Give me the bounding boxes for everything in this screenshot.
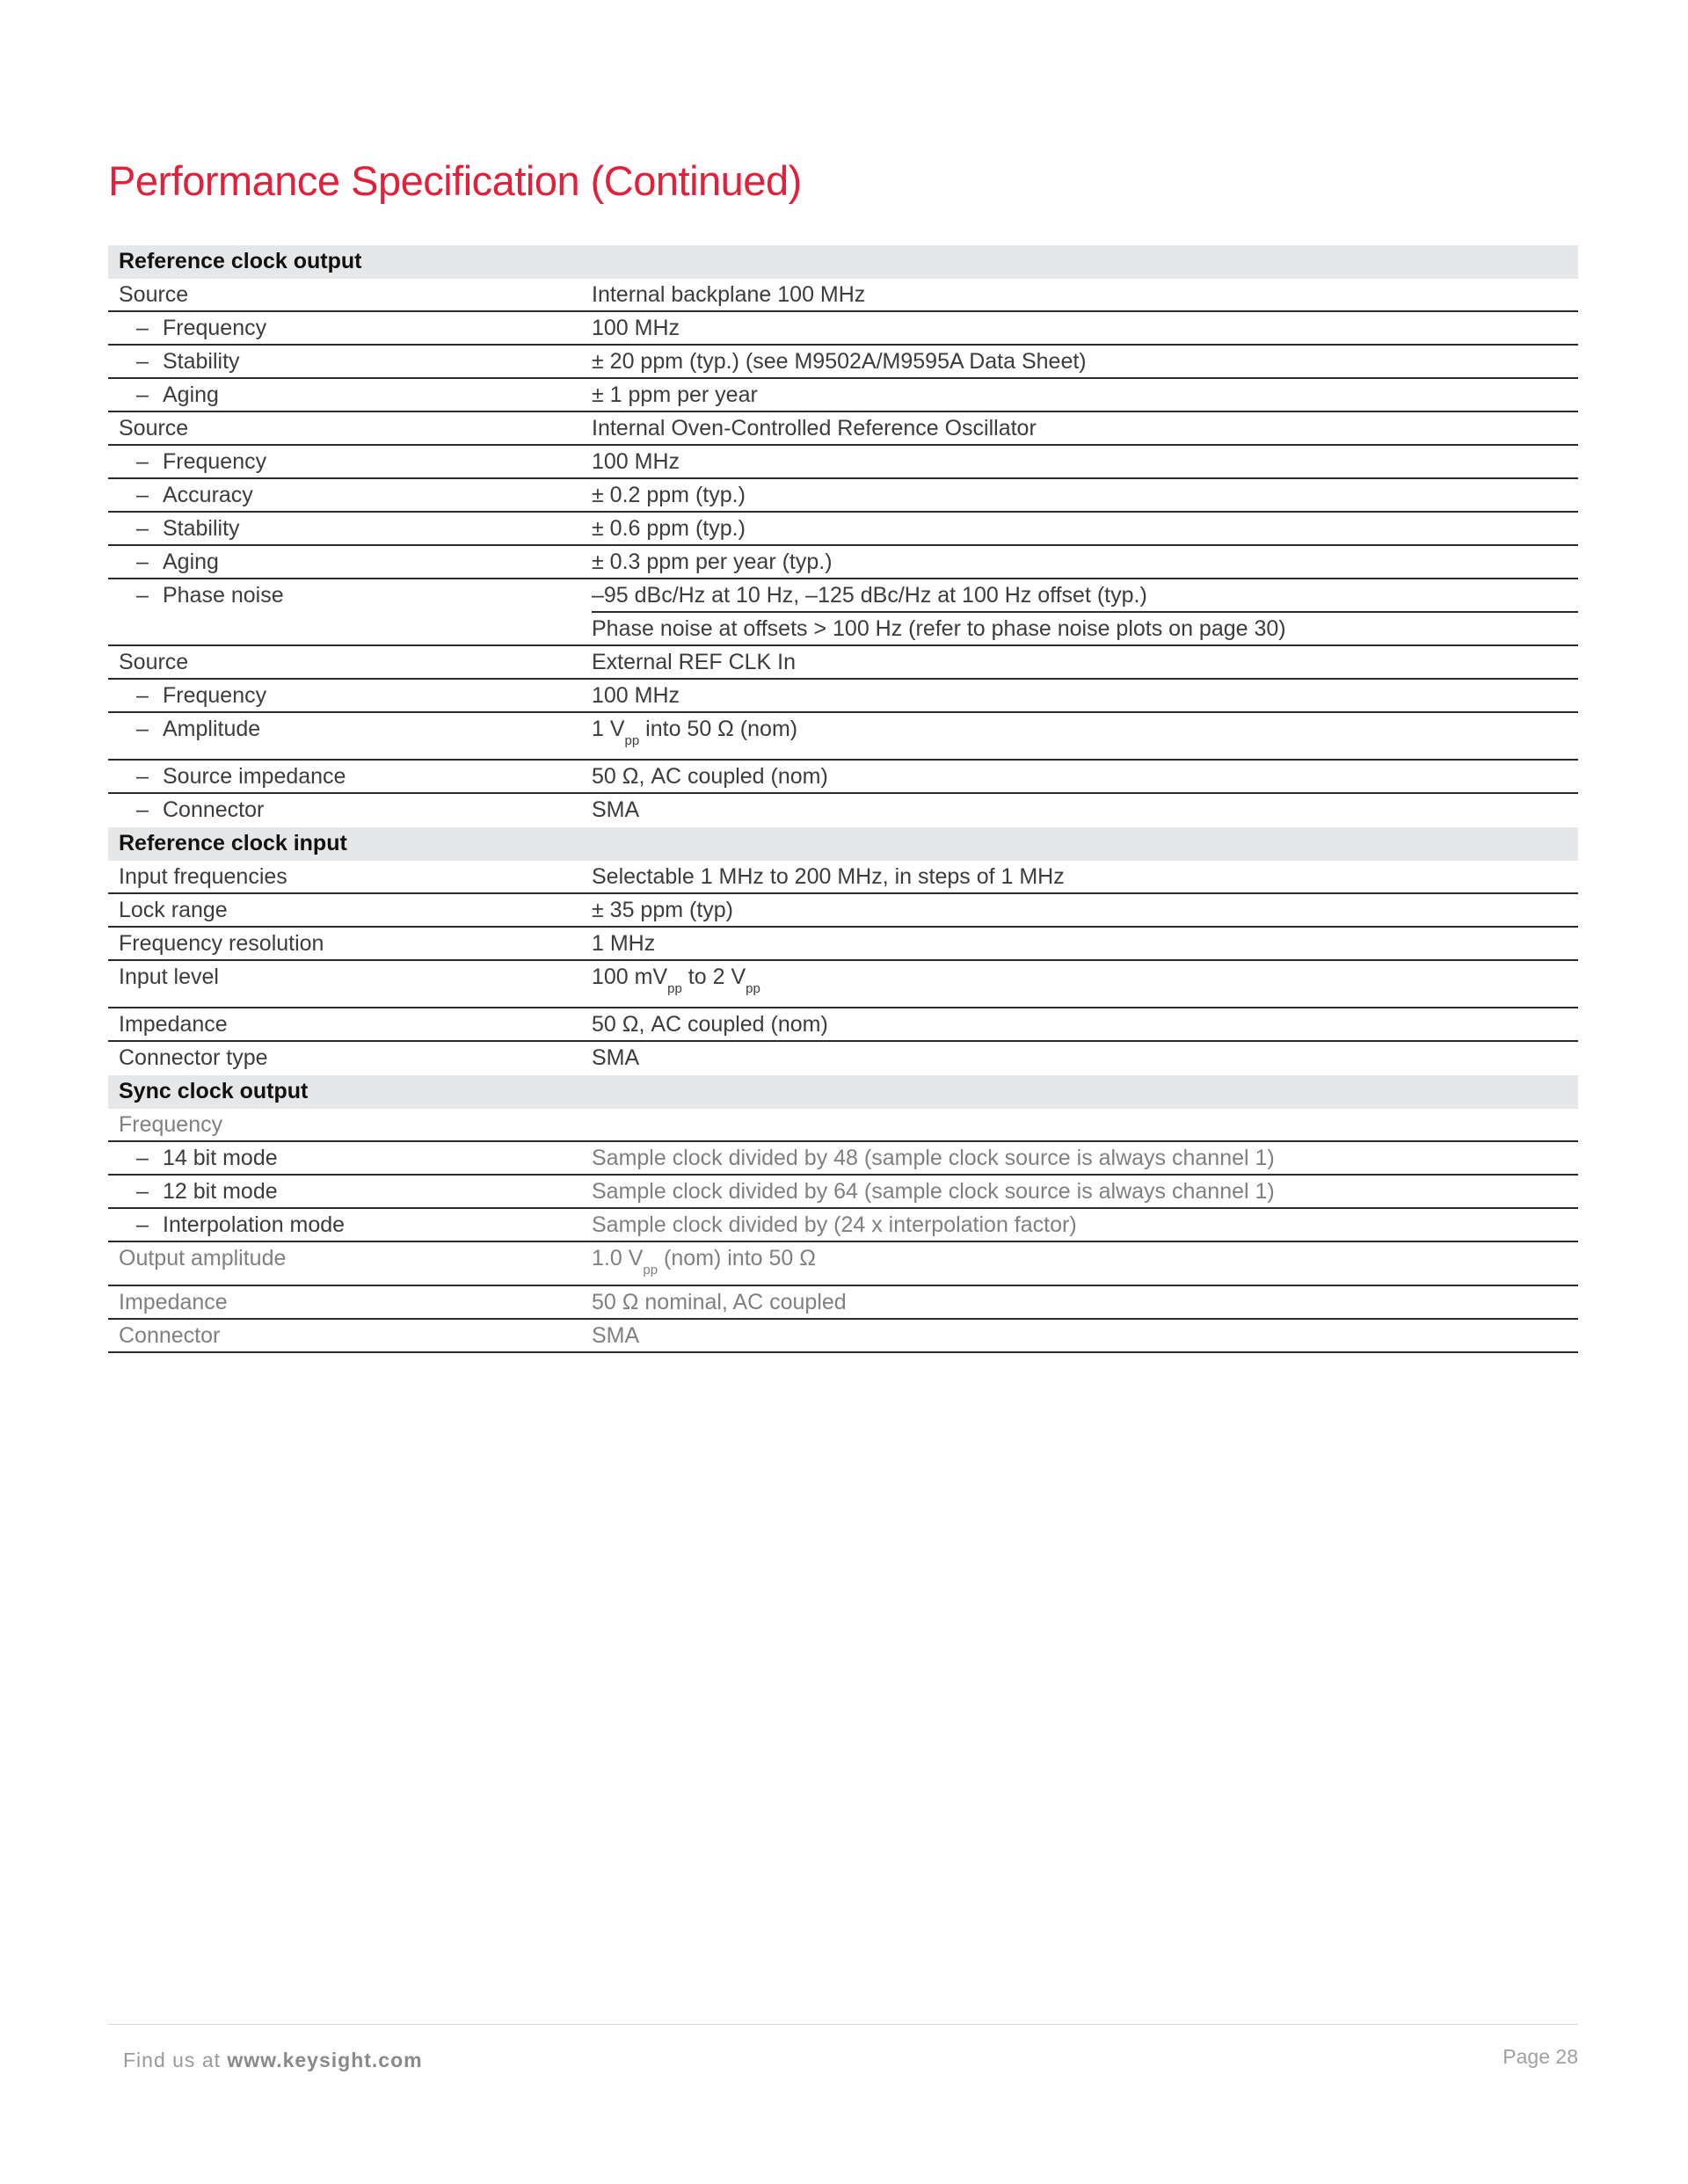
table-row — [108, 761, 1578, 794]
dash-marker: – — [136, 717, 149, 741]
spec-value: 100 $mV_{pp}$ to 2 $V_{pp}$ — [592, 965, 760, 996]
spec-label: Connector — [119, 1323, 221, 1348]
spec-value: 50 Ω nominal, AC coupled — [592, 1290, 847, 1314]
spec-value: 50 Ω, AC coupled (nom) — [592, 1012, 828, 1037]
spec-value: ± 0.6 ppm (typ.) — [592, 516, 746, 541]
spec-value: Selectable 1 MHz to 200 MHz, in steps of 1 MHz — [592, 864, 1065, 889]
table-row — [108, 1320, 1578, 1353]
dash-marker: – — [136, 516, 149, 541]
spec-value: SMA — [592, 797, 640, 822]
spec-label: Input level — [119, 965, 219, 989]
spec-label: 14 bit mode — [163, 1146, 278, 1170]
spec-label: Frequency resolution — [119, 931, 324, 956]
table-row — [108, 861, 1578, 894]
footer-find-us: Find us at www.keysight.com — [123, 2049, 423, 2071]
dash-marker: – — [136, 550, 149, 574]
table-row — [108, 1176, 1578, 1209]
spec-label: Stability — [163, 516, 240, 541]
spec-value: 100 MHz — [592, 449, 680, 474]
dash-marker: – — [136, 1146, 149, 1170]
spec-label: Aging — [163, 550, 219, 574]
page-number: Page 28 — [1502, 2045, 1578, 2068]
spec-label: Source — [119, 650, 189, 674]
table-row — [108, 894, 1578, 928]
spec-value: External REF CLK In — [592, 650, 797, 674]
spec-label: Connector — [163, 797, 265, 822]
table-row — [108, 794, 1578, 827]
spec-label: Connector type — [119, 1045, 268, 1070]
table-row — [108, 479, 1578, 513]
spec-label: Source — [119, 416, 189, 440]
spec-label: Impedance — [119, 1290, 228, 1314]
dash-marker: – — [136, 797, 149, 822]
table-row — [108, 379, 1578, 412]
spec-value-continued: Phase noise at offsets > 100 Hz (refer to phase noise plots on page 30) — [592, 616, 1286, 641]
footer-divider — [108, 2024, 1578, 2025]
spec-value: 50 Ω, AC coupled (nom) — [592, 764, 828, 789]
spec-label: Accuracy — [163, 483, 253, 507]
dash-marker: – — [136, 683, 149, 708]
spec-value: –95 dBc/Hz at 10 Hz, –125 dBc/Hz at 100 Hz offset (typ.) — [592, 579, 1578, 613]
table-row — [108, 1109, 1578, 1142]
table-row — [108, 412, 1578, 446]
spec-value: 100 MHz — [592, 316, 680, 340]
spec-label: Aging — [163, 382, 219, 407]
section-header-reference-clock-output: Reference clock output — [108, 245, 1578, 279]
spec-value: Internal Oven-Controlled Reference Oscillator — [592, 416, 1037, 440]
footer-url-link[interactable]: www.keysight.com — [227, 2049, 423, 2071]
spec-label: Source impedance — [163, 764, 346, 789]
table-row — [108, 279, 1578, 312]
table-row — [108, 961, 1578, 1008]
spec-value: 1 MHz — [592, 931, 656, 956]
page-title: Performance Specification (Continued) — [108, 157, 802, 204]
spec-value: SMA — [592, 1045, 640, 1070]
table-row — [108, 713, 1578, 761]
spec-label: Source — [119, 282, 189, 307]
dash-marker: – — [136, 764, 149, 789]
table-row — [108, 346, 1578, 379]
spec-value: 100 MHz — [592, 683, 680, 708]
dash-marker: – — [136, 483, 149, 507]
spec-label: Input frequencies — [119, 864, 287, 889]
spec-label: Lock range — [119, 898, 228, 922]
spec-table — [108, 245, 1578, 1353]
table-row — [108, 513, 1578, 546]
spec-value: ± 35 ppm (typ) — [592, 898, 733, 922]
spec-value: ± 0.2 ppm (typ.) — [592, 483, 746, 507]
table-row — [108, 646, 1578, 680]
dash-marker: – — [136, 382, 149, 407]
spec-label: Frequency — [163, 449, 267, 474]
spec-label: Amplitude — [163, 717, 261, 741]
dash-marker: – — [136, 583, 149, 608]
table-row — [108, 680, 1578, 713]
spec-value: ± 1 ppm per year — [592, 382, 758, 407]
spec-label: Stability — [163, 349, 240, 374]
table-row — [108, 446, 1578, 479]
table-row — [108, 1008, 1578, 1042]
table-row — [108, 1286, 1578, 1320]
spec-label: Phase noise — [163, 583, 284, 608]
table-row — [108, 579, 1578, 613]
spec-value: Sample clock divided by (24 x interpolation factor) — [592, 1212, 1077, 1237]
spec-label: Interpolation mode — [163, 1212, 346, 1237]
spec-label: 12 bit mode — [163, 1179, 278, 1204]
spec-label: Frequency — [119, 1112, 223, 1137]
spec-value: Sample clock divided by 48 (sample clock source is always channel 1) — [592, 1146, 1275, 1170]
spec-label: Frequency — [163, 683, 267, 708]
table-row — [108, 1042, 1578, 1075]
table-row — [108, 1142, 1578, 1176]
dash-marker: – — [136, 449, 149, 474]
spec-value: 1.0 $V_{pp}$ (nom) into 50 Ω — [592, 1246, 816, 1278]
spec-label: Output amplitude — [119, 1246, 287, 1270]
spec-value: SMA — [592, 1323, 640, 1348]
table-row — [108, 1242, 1578, 1286]
section-header-reference-clock-input: Reference clock input — [108, 827, 1578, 861]
spec-value: Sample clock divided by 64 (sample clock source is always channel 1) — [592, 1179, 1275, 1204]
dash-marker: – — [136, 349, 149, 374]
table-row — [108, 546, 1578, 579]
spec-value: 1 $V_{pp}$ into 50 Ω (nom) — [592, 717, 798, 748]
spec-label: Impedance — [119, 1012, 228, 1037]
dash-marker: – — [136, 1212, 149, 1237]
spec-value: Internal backplane 100 MHz — [592, 282, 866, 307]
table-row — [108, 613, 1578, 646]
dash-marker: – — [136, 1179, 149, 1204]
table-row — [108, 928, 1578, 961]
section-header-sync-clock-output: Sync clock output — [108, 1075, 1578, 1109]
table-row — [108, 1209, 1578, 1242]
spec-value: ± 20 ppm (typ.) (see M9502A/M9595A Data Sheet) — [592, 349, 1087, 374]
table-row — [108, 312, 1578, 346]
dash-marker: – — [136, 316, 149, 340]
spec-value: ± 0.3 ppm per year (typ.) — [592, 550, 833, 574]
spec-label: Frequency — [163, 316, 267, 340]
